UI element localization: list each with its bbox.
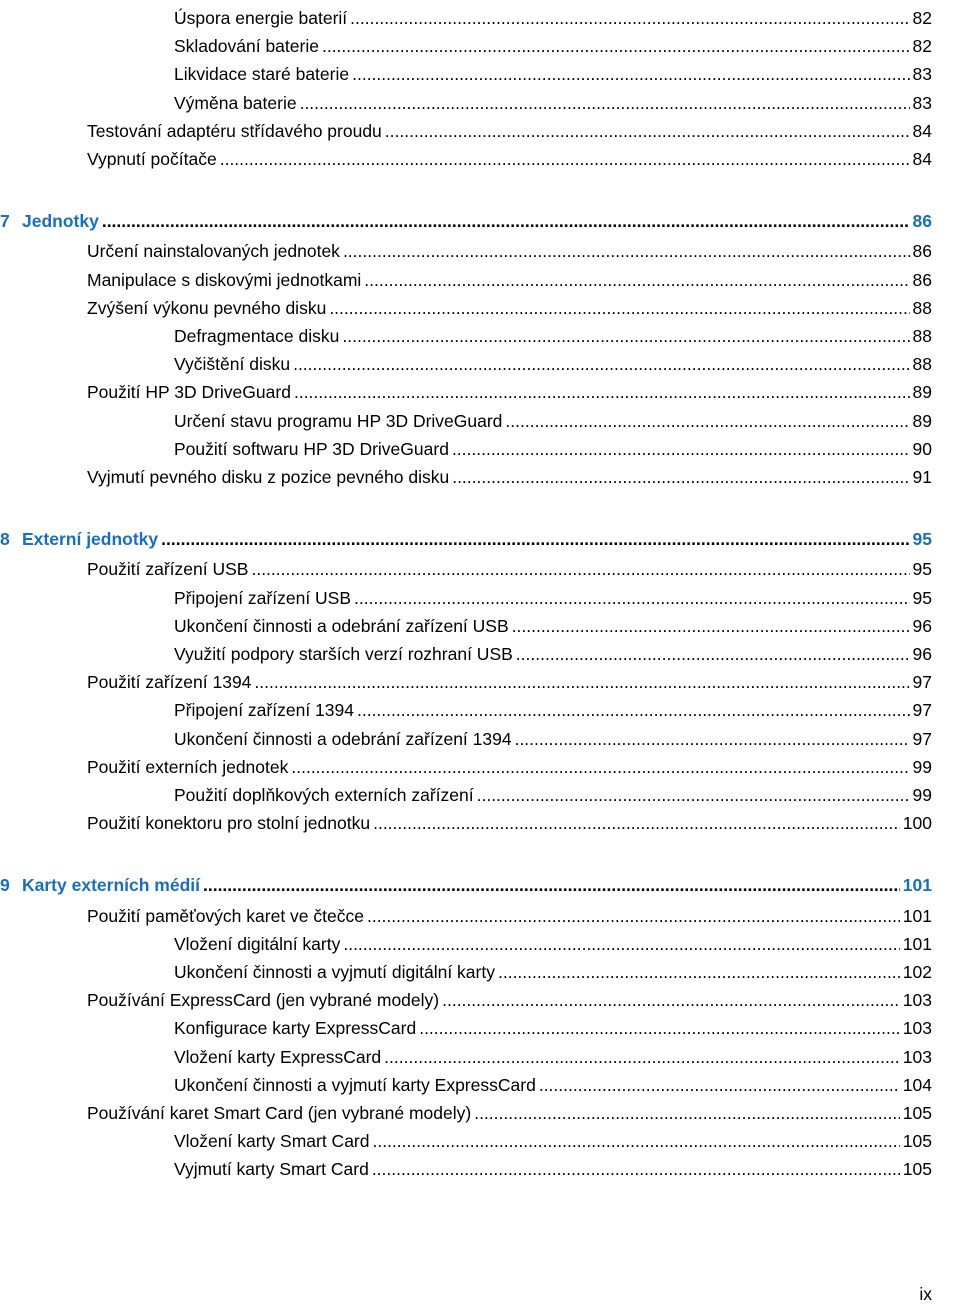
toc-page-number: 84: [910, 149, 932, 169]
toc-entry[interactable]: [87, 113, 932, 141]
toc-page-number: 86: [910, 241, 932, 261]
toc-page-number: 97: [910, 672, 932, 692]
leader-dots: [512, 616, 910, 636]
leader-dots: [350, 8, 909, 28]
toc-page-number: 97: [910, 729, 932, 749]
toc-chapter[interactable]: [0, 867, 932, 895]
toc-page-number: 105: [900, 1131, 932, 1151]
toc-entry[interactable]: [87, 262, 932, 290]
toc-page-number: 88: [910, 298, 932, 318]
chapter-number: 7: [0, 211, 10, 232]
leader-dots: [474, 1103, 900, 1123]
toc-entry[interactable]: [87, 982, 932, 1010]
toc-page-number: 83: [910, 64, 932, 84]
toc-page-number: 83: [910, 93, 932, 113]
chapter-number: 8: [0, 529, 10, 550]
toc-page-number: 105: [900, 1159, 932, 1179]
toc-entry-title: Použití zařízení 1394: [87, 672, 254, 692]
toc-entry-title: Určení stavu programu HP 3D DriveGuard: [174, 411, 505, 431]
toc-entry[interactable]: [174, 1010, 932, 1038]
toc-entry-title: Ukončení činnosti a odebrání zařízení USB: [174, 616, 512, 636]
toc-entry-title: Vložení karty Smart Card: [174, 1131, 372, 1151]
leader-dots: [251, 559, 909, 579]
toc-page-number: 103: [900, 1047, 932, 1067]
leader-dots: [203, 875, 900, 895]
toc-entry-title: Úspora energie baterií: [174, 8, 350, 28]
leader-dots: [515, 729, 910, 749]
toc-entry-title: Výměna baterie: [174, 93, 300, 113]
toc-entry-title: Využití podpory starších verzí rozhraní USB: [174, 644, 516, 664]
toc-entry-title: Vložení digitální karty: [174, 934, 343, 954]
toc-page-number: 89: [910, 382, 932, 402]
toc-entry[interactable]: [87, 459, 932, 487]
leader-dots: [294, 382, 910, 402]
toc-page-number: 95: [910, 529, 932, 549]
toc-entry[interactable]: [174, 926, 932, 954]
toc-page-number: 84: [910, 121, 932, 141]
toc-entry-title: Ukončení činnosti a odebrání zařízení 1394: [174, 729, 515, 749]
toc-entry-title: Skladování baterie: [174, 36, 322, 56]
toc-entry-title: Ukončení činnosti a vyjmutí digitální karty: [174, 962, 498, 982]
toc-page-number: 88: [910, 354, 932, 374]
toc-entry[interactable]: [174, 777, 932, 805]
toc-entry[interactable]: [87, 374, 932, 402]
leader-dots: [505, 411, 909, 431]
toc-entry-title: Použití HP 3D DriveGuard: [87, 382, 294, 402]
leader-dots: [322, 36, 910, 56]
chapter-number: 9: [0, 875, 10, 896]
toc-entry[interactable]: [174, 954, 932, 982]
toc-chapter[interactable]: [0, 203, 932, 231]
toc-entry[interactable]: [174, 1123, 932, 1151]
toc-entry-title: Používání ExpressCard (jen vybrané modely): [87, 990, 442, 1010]
toc-entry-title: Použití softwaru HP 3D DriveGuard: [174, 439, 452, 459]
toc-entry-title: Defragmentace disku: [174, 326, 342, 346]
toc-entry[interactable]: [174, 431, 932, 459]
leader-dots: [161, 529, 909, 549]
leader-dots: [102, 211, 910, 231]
leader-dots: [254, 672, 909, 692]
toc-entry[interactable]: [174, 318, 932, 346]
toc-entry[interactable]: [87, 233, 932, 261]
leader-dots: [452, 439, 910, 459]
toc-entry-title: Použití paměťových karet ve čtečce: [87, 906, 367, 926]
toc-entry[interactable]: [174, 56, 932, 84]
leader-dots: [291, 757, 909, 777]
leader-dots: [452, 467, 909, 487]
toc-entry[interactable]: [174, 692, 932, 720]
toc-entry-title: Konfigurace karty ExpressCard: [174, 1018, 419, 1038]
leader-dots: [329, 298, 909, 318]
toc-entry[interactable]: [174, 721, 932, 749]
toc-page-number: 99: [910, 757, 932, 777]
toc-page-number: 104: [900, 1075, 932, 1095]
leader-dots: [364, 270, 909, 290]
toc-chapter[interactable]: [0, 521, 932, 549]
toc-entry-title: Určení nainstalovaných jednotek: [87, 241, 343, 261]
toc-entry-title: Testování adaptéru střídavého proudu: [87, 121, 385, 141]
toc-entry-title: Zvýšení výkonu pevného disku: [87, 298, 329, 318]
leader-dots: [343, 241, 910, 261]
toc-page-number: 95: [910, 588, 932, 608]
toc-page-number: 101: [900, 875, 932, 895]
toc-entry[interactable]: [174, 0, 932, 28]
toc-page-number: 97: [910, 700, 932, 720]
leader-dots: [419, 1018, 900, 1038]
toc-page-number: 105: [900, 1103, 932, 1123]
toc-page-number: 90: [910, 439, 932, 459]
toc-entry[interactable]: [174, 1067, 932, 1095]
toc-entry[interactable]: [87, 290, 932, 318]
toc-entry-title: Ukončení činnosti a vyjmutí karty ExpressCard: [174, 1075, 539, 1095]
leader-dots: [300, 93, 910, 113]
toc-entry[interactable]: [87, 664, 932, 692]
toc-page-number: 95: [910, 559, 932, 579]
toc-entry-title: Použití zařízení USB: [87, 559, 251, 579]
page-number: ix: [919, 1284, 932, 1304]
toc-entry-title: [0, 529, 161, 549]
toc-entry[interactable]: [87, 1095, 932, 1123]
toc-entry[interactable]: [174, 1151, 932, 1179]
toc-entry-title: Použití externích jednotek: [87, 757, 291, 777]
leader-dots: [373, 813, 900, 833]
toc-entry-title: Připojení zařízení 1394: [174, 700, 357, 720]
toc-entry-title: Používání karet Smart Card (jen vybrané modely): [87, 1103, 474, 1123]
toc-entry[interactable]: [174, 636, 932, 664]
leader-dots: [367, 906, 900, 926]
leader-dots: [372, 1159, 900, 1179]
chapter-title: Karty externích médií: [22, 875, 200, 896]
leader-dots: [498, 962, 900, 982]
toc-entry-title: Vyjmutí karty Smart Card: [174, 1159, 372, 1179]
toc-entry[interactable]: [87, 805, 932, 833]
toc-page-number: 91: [910, 467, 932, 487]
toc-page-number: 86: [910, 270, 932, 290]
chapter-title: Externí jednotky: [22, 529, 159, 550]
toc-page-number: 99: [910, 785, 932, 805]
leader-dots: [372, 1131, 899, 1151]
toc-entry-title: Vložení karty ExpressCard: [174, 1047, 384, 1067]
toc-entry[interactable]: [174, 28, 932, 56]
toc-entry-title: Vyčištění disku: [174, 354, 293, 374]
toc-page-number: 103: [900, 990, 932, 1010]
toc-page-number: 88: [910, 326, 932, 346]
toc-entry[interactable]: [87, 749, 932, 777]
leader-dots: [293, 354, 909, 374]
toc-page-number: 89: [910, 411, 932, 431]
leader-dots: [343, 934, 899, 954]
toc-page-number: 102: [900, 962, 932, 982]
toc-entry[interactable]: [174, 580, 932, 608]
toc-page-number: 103: [900, 1018, 932, 1038]
toc-entry-title: Použití doplňkových externích zařízení: [174, 785, 477, 805]
toc-entry[interactable]: [87, 898, 932, 926]
toc-page-number: 86: [910, 211, 932, 231]
toc-entry-title: [0, 211, 102, 231]
chapter-title: Jednotky: [22, 211, 99, 232]
leader-dots: [220, 149, 910, 169]
toc-entry[interactable]: [174, 346, 932, 374]
toc-page-number: 100: [900, 813, 932, 833]
toc-entry-title: Použití konektoru pro stolní jednotku: [87, 813, 373, 833]
toc-page-number: 82: [910, 36, 932, 56]
toc-entry[interactable]: [174, 85, 932, 113]
leader-dots: [342, 326, 909, 346]
leader-dots: [385, 121, 910, 141]
toc-entry-title: Likvidace staré baterie: [174, 64, 352, 84]
leader-dots: [352, 64, 909, 84]
toc-entry-title: Připojení zařízení USB: [174, 588, 354, 608]
toc-entry[interactable]: [87, 141, 932, 169]
toc-page-number: 96: [910, 616, 932, 636]
toc-page-number: 101: [900, 906, 932, 926]
leader-dots: [442, 990, 900, 1010]
toc-entry-title: [0, 875, 203, 895]
toc-page-number: 96: [910, 644, 932, 664]
leader-dots: [354, 588, 910, 608]
toc-entry[interactable]: [174, 608, 932, 636]
toc-entry-title: Vypnutí počítače: [87, 149, 220, 169]
leader-dots: [384, 1047, 900, 1067]
toc-page-number: 82: [910, 8, 932, 28]
toc-entry[interactable]: [174, 1039, 932, 1067]
leader-dots: [477, 785, 910, 805]
leader-dots: [357, 700, 910, 720]
toc-page-number: 101: [900, 934, 932, 954]
toc-entry-title: Vyjmutí pevného disku z pozice pevného disku: [87, 467, 452, 487]
leader-dots: [516, 644, 910, 664]
leader-dots: [539, 1075, 900, 1095]
toc-entry-title: Manipulace s diskovými jednotkami: [87, 270, 364, 290]
toc-entry[interactable]: [174, 403, 932, 431]
toc-entry[interactable]: [87, 551, 932, 579]
